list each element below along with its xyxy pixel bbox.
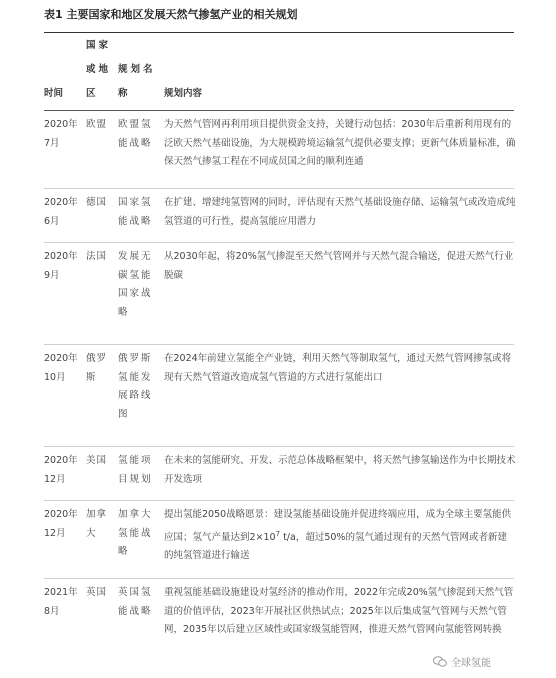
table-row: [44, 350, 514, 442]
row-divider: [44, 578, 514, 579]
cell-time: 2020年6月: [44, 197, 78, 227]
cell-region: 德国: [86, 197, 108, 208]
cell-time: 2020年7月: [44, 119, 78, 149]
row-divider: [44, 344, 514, 345]
cell-plan: 加拿大氢能战略: [118, 509, 153, 557]
exponent: 7: [275, 529, 281, 538]
cell-plan: 俄罗斯氢能发展路线图: [118, 353, 153, 420]
header-plan: 规划名称: [118, 64, 156, 99]
cell-time: 2020年12月: [44, 455, 78, 485]
cell-content: 为天然气管网再利用项目提供资金支持，关键行动包括：2030年后重新利用现有的泛欧天然气基础设施，为大规模跨境运输氢气提供必要支撑；更新气体质量标准，确保天然气掺氢工程在不同成员国之间的顺利连通: [164, 119, 516, 167]
cell-region: 欧盟: [86, 119, 108, 130]
cell-plan: 国家氢能战略: [118, 197, 153, 227]
table-title: 表1 主要国家和地区发展天然气掺氢产业的相关规划: [44, 8, 298, 21]
cell-plan: 英国氢能战略: [118, 587, 153, 617]
wechat-icon: [433, 656, 447, 667]
cell-content: 在2024年前建立氢能全产业链，利用天然气等制取氢气，通过天然气管网掺氢或将现有天然气管道改造成氢气管道的方式进行氢能出口: [164, 353, 512, 383]
row-divider: [44, 188, 514, 189]
cell-content: [164, 506, 516, 566]
cell-content: 从2030年起，将20%氢气掺混至天然气管网并与天然气混合输送，促进天然气行业脱碳: [164, 251, 514, 281]
cell-plan: 氢能项目规划: [118, 455, 153, 485]
cell-time: 2021年8月: [44, 587, 78, 617]
cell-region: 美国: [86, 455, 108, 466]
table-top-rule: [44, 32, 514, 33]
header-rule: [44, 110, 514, 111]
watermark: [433, 654, 491, 669]
cell-plan: 欧盟氢能战略: [118, 119, 153, 149]
table-row: [44, 506, 514, 576]
row-divider: [44, 500, 514, 501]
header-time: 时间: [44, 88, 64, 99]
table-row: [44, 248, 514, 340]
row-divider: [44, 446, 514, 447]
row-divider: [44, 242, 514, 243]
cell-plan: 发展无碳氢能国家战略: [118, 251, 153, 318]
table-row: [44, 116, 514, 186]
table-row: [44, 194, 514, 236]
cell-content: 重视氢能基础设施建设对氢经济的推动作用，2022年完成20%氢气掺混到天然气管道的价值评估，2023年开展社区供热试点；2025年以后集成氢气管网与天然气管网，2035年以后建立区域性或国家级氢能管网，推进天然气管网向氢能管网转换: [164, 587, 514, 635]
cell-content: 在未来的氢能研究、开发、示范总体战略框架中，将天然气掺氢输送作为中长期技术开发选项: [164, 455, 516, 485]
content-text: t/a，超过50%的氢气通过现有的天然气管网或者新建的纯氢管道进行输送: [164, 531, 507, 562]
header-region: 国家或地区: [86, 40, 112, 99]
cell-region: 加拿大: [86, 509, 108, 539]
cell-time: 2020年10月: [44, 353, 78, 383]
watermark-text: 全球氢能: [451, 658, 491, 669]
header-content: 规划内容: [164, 88, 203, 99]
cell-time: 2020年9月: [44, 251, 78, 281]
cell-region: 俄罗斯: [86, 353, 108, 383]
table-row: [44, 452, 514, 498]
cell-region: 法国: [86, 251, 108, 262]
content-text: 提出氢能2050战略愿景：建设氢能基础设施并促进终端应用，成为全球主要氢能供应国；氢气产量达到2×10: [164, 509, 512, 543]
cell-time: 2020年12月: [44, 509, 78, 539]
cell-content: 在扩建、增建纯氢管网的同时，评估现有天然气基础设施存储、运输氢气或改造成纯氢管道的可行性，提高氢能应用潜力: [164, 197, 516, 227]
cell-region: 英国: [86, 587, 108, 598]
